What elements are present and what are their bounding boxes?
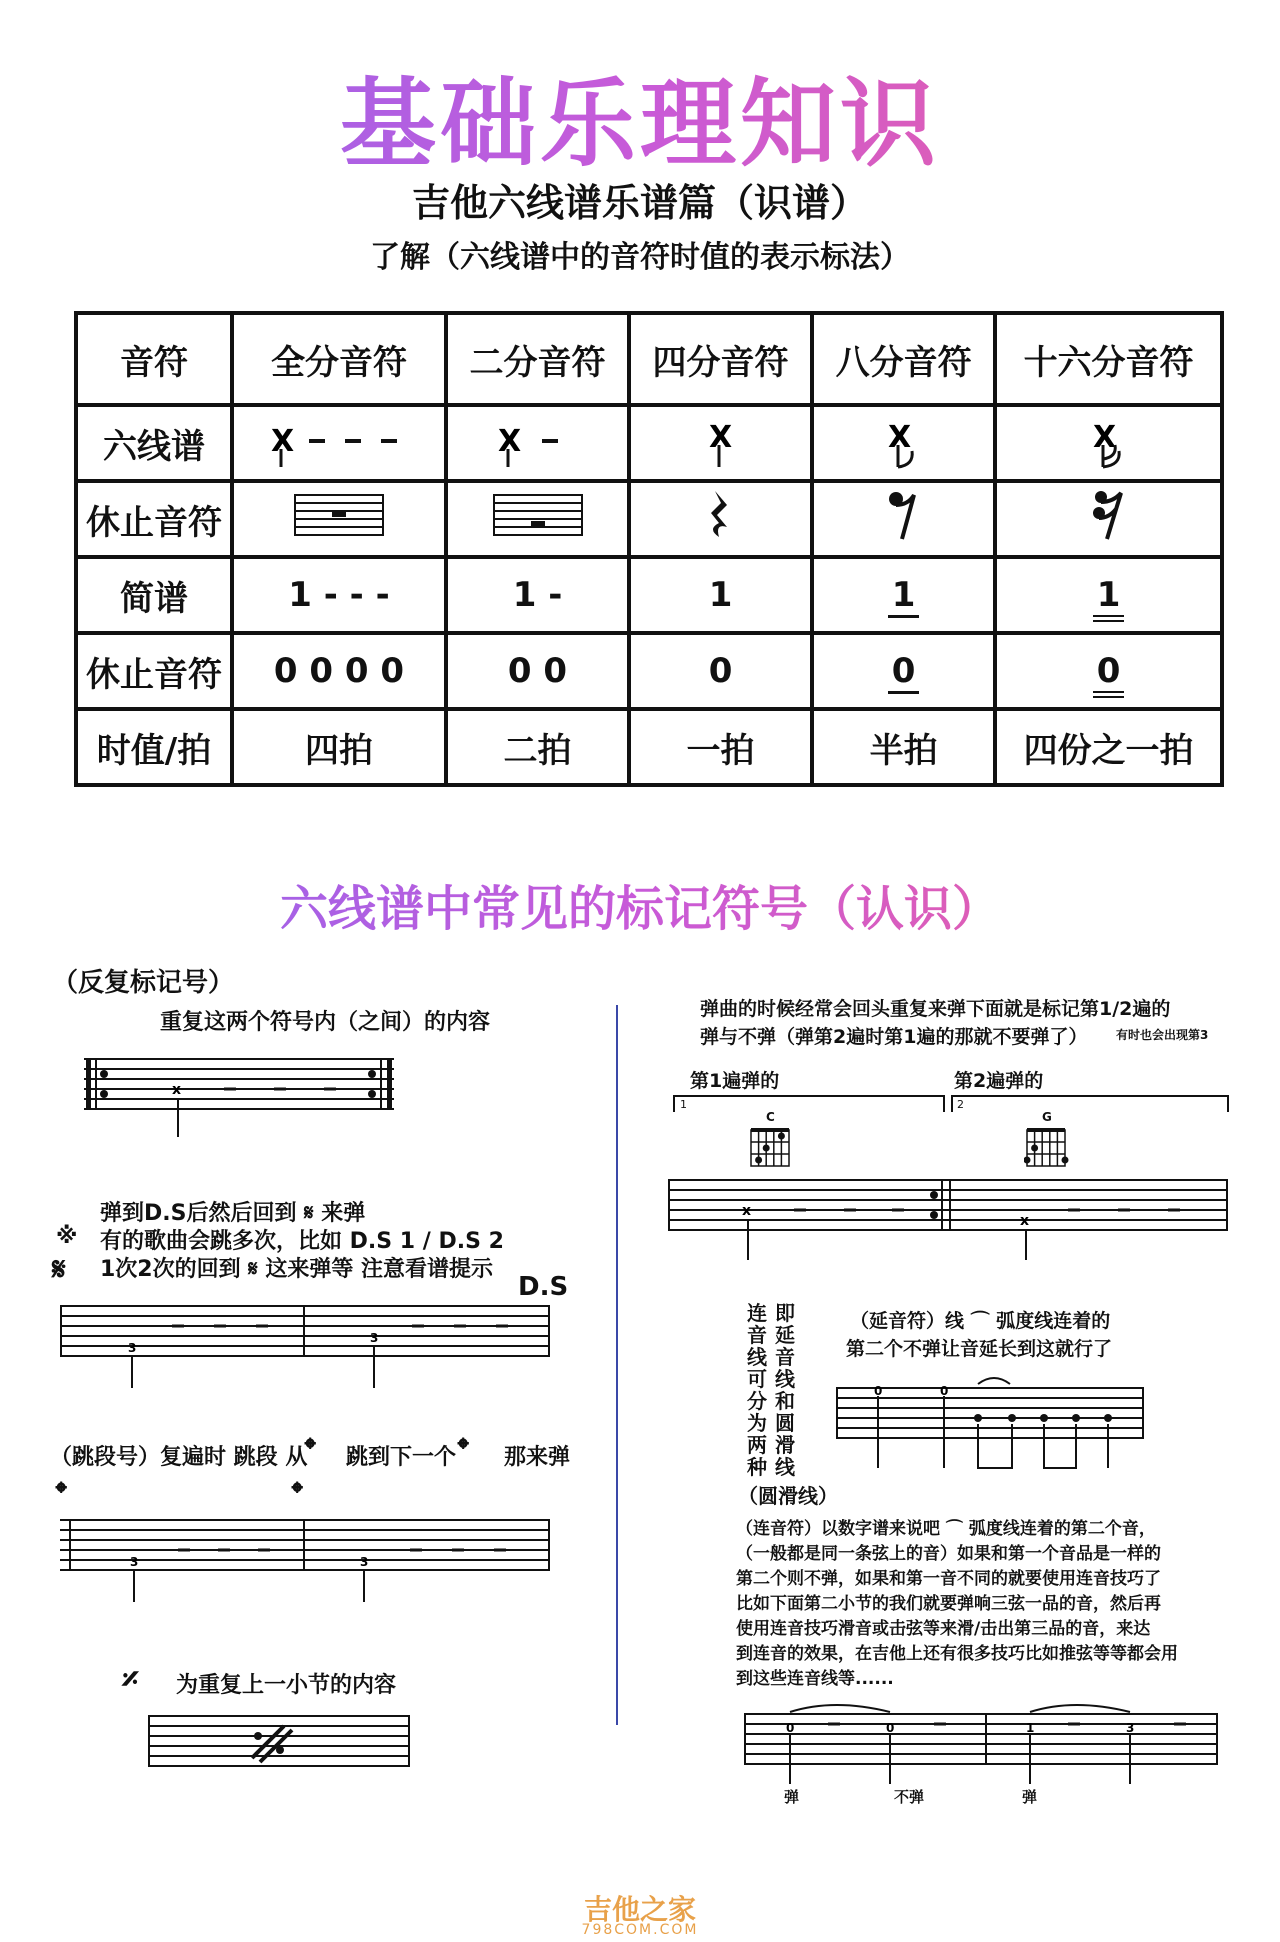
segno-icon: 𝄋 [52,1250,66,1288]
second-ending-label: 第2遍弹的 [954,1070,1044,1092]
ending-number: 1 [680,1098,687,1111]
svg-text:X: X [708,419,732,455]
svg-text:3: 3 [360,1555,369,1569]
rest-jianpu-value: 0 [1093,651,1125,698]
svg-text:3: 3 [370,1331,379,1345]
chord-diagram-c [748,1126,794,1170]
svg-text:x: x [742,1203,752,1219]
volta-line-1: 弹曲的时候经常会回头重复来弹下面就是标记第1/2遍的 [700,998,1171,1020]
slur-desc-line: 到连音的效果，在吉他上还有很多技巧比如推弦等等都会用 [736,1644,1178,1664]
footer-brand: 吉他之家 [583,1893,696,1926]
tie-vertical-text: 即延音线和圆滑线 [775,1301,795,1479]
slur-desc-line: 第二个则不弹，如果和第一音不同的就要使用连音技巧了 [736,1569,1161,1589]
slur-desc-line: 比如下面第二小节的我们就要弹响三弦一品的音，然后再 [736,1594,1161,1614]
volta-line-2-note: 有时也会出现第3 [1116,1028,1209,1042]
row-label: 休止音符 [76,633,232,709]
table-header-row [76,313,1222,405]
tab-sixteenth-note-icon [995,405,1222,481]
table-header-cell: 全分音符 [232,313,446,405]
svg-text:3: 3 [130,1555,139,1569]
tie-staff [836,1366,1152,1472]
slur-desc-line: （一般都是同一条弦上的音）如果和第一个音品是一样的 [736,1544,1161,1564]
ending-number: 2 [957,1098,964,1111]
svg-text:1: 1 [1026,1721,1035,1735]
slur-desc-line: 到这些连音线等...... [736,1669,894,1689]
volta-staff [668,1176,1234,1272]
whole-rest-icon [232,481,446,557]
tie-title: （延音符）线 ⌒ 弧度线连着的 [850,1310,1111,1332]
sixteenth-rest-icon [995,481,1222,557]
section-title: 六线谱中常见的标记符号（认识） [0,870,1280,939]
coda-icon: 𝄌 [458,1432,469,1467]
table-row [76,405,1222,481]
beat-value: 半拍 [812,709,995,785]
table-row [76,557,1222,633]
slur-desc-line: 使用连音技巧滑音或击弦等来滑/击出第三品的音，来达 [736,1619,1151,1639]
jianpu-value: 1 [888,575,920,618]
measure-repeat-staff [148,1712,418,1776]
row-label: 六线谱 [76,405,232,481]
tab-half-note-icon [446,405,629,481]
measure-repeat-text: 为重复上一小节的内容 [176,1673,397,1698]
table-header-cell: 十六分音符 [995,313,1222,405]
table-header-cell: 四分音符 [629,313,812,405]
tab-quarter-note-icon [629,405,812,481]
jianpu-value: 1 - - - [232,557,446,633]
jianpu-value: 1 [629,557,812,633]
svg-text:X: X [497,423,521,459]
table-header-cell: 音符 [76,313,232,405]
chord-name: G [1042,1110,1052,1124]
tie-desc: 第二个不弹让音延长到这就行了 [846,1338,1113,1360]
rest-jianpu-value: 0 0 [446,633,629,709]
ds-staff [60,1302,556,1392]
ds-line-2: 有的歌曲会跳多次，比如 D.S 1 / D.S 2 [100,1229,504,1254]
svg-text:0: 0 [940,1384,949,1398]
coda-icon: 𝄌 [292,1476,303,1511]
ds-line-1: 弹到D.S后然后回到 𝄋 来弹 [100,1201,366,1226]
footer-site: 798COM.COM [581,1922,699,1938]
page-subtitle: 吉他六线谱乐谱篇（识谱） [411,181,868,225]
table-row [76,633,1222,709]
coda-text-a: （跳段号）复遍时 跳段 从 [50,1445,308,1470]
jianpu-value: 1 [1093,575,1125,622]
table-header-cell: 八分音符 [812,313,995,405]
chord-diagram-g [1024,1126,1070,1170]
beat-value: 二拍 [446,709,629,785]
row-label: 时值/拍 [76,709,232,785]
row-label: 休止音符 [76,481,232,557]
rest-jianpu-value: 0 0 0 0 [232,633,446,709]
tab-eighth-note-icon [812,405,995,481]
svg-text:X: X [270,423,295,459]
slur-title: （圆滑线） [738,1484,838,1508]
svg-text:0: 0 [886,1721,895,1735]
coda-staff [60,1516,556,1606]
coda-text-c: 那来弹 [504,1445,571,1470]
repeat-desc: 重复这两个符号内（之间）的内容 [160,1010,491,1035]
volta-line-2: 弹与不弹（弹第2遍时第1遍的那就不要弹了） [700,1026,1088,1048]
slur-staff [744,1692,1224,1788]
note-value-table [74,311,1224,787]
table-row [76,481,1222,557]
jianpu-value: 1 - [446,557,629,633]
svg-text:x: x [172,1082,182,1098]
beat-value: 一拍 [629,709,812,785]
first-ending-label: 第1遍弹的 [690,1070,780,1092]
page-note: 了解（六线谱中的音符时值的表示标法） [370,240,910,275]
rest-jianpu-value: 0 [629,633,812,709]
pick-label: 弹 [784,1788,800,1806]
coda-icon: 𝄌 [305,1432,316,1467]
page-title: 基础乐理知识 [0,48,1280,185]
chord-name: C [766,1110,775,1124]
half-rest-icon [446,481,629,557]
beat-value: 四份之一拍 [995,709,1222,785]
beat-value: 四拍 [232,709,446,785]
asterisk-icon: ※ [56,1224,78,1249]
measure-repeat-icon: 𝄎 [122,1660,139,1700]
table-row [76,709,1222,785]
column-divider [616,1005,618,1725]
rest-jianpu-value: 0 [888,651,920,694]
svg-text:3: 3 [1126,1721,1135,1735]
volta-brackets [672,1092,1232,1124]
table-header-cell: 二分音符 [446,313,629,405]
svg-text:X: X [887,419,911,455]
row-label: 简谱 [76,557,232,633]
ds-line-3: 1次2次的回到 𝄋 这来弹等 注意看谱提示 [100,1257,494,1282]
pick-label: 弹 [1022,1788,1038,1806]
coda-icon: 𝄌 [56,1476,67,1511]
svg-text:3: 3 [128,1341,137,1355]
eighth-rest-icon [812,481,995,557]
tab-whole-note-icon [232,405,446,481]
svg-text:X: X [1092,419,1116,455]
repeat-staff [84,1055,404,1145]
quarter-rest-icon [629,481,812,557]
svg-text:x: x [1020,1213,1030,1229]
ds-mark: D.S [518,1272,569,1302]
tie-vertical-text: 连音线可分为两种 [747,1301,767,1479]
coda-text-b: 跳到下一个 [346,1445,457,1470]
repeat-label: （反复标记号） [52,968,235,998]
svg-text:0: 0 [786,1721,795,1735]
pick-label: 不弹 [894,1788,925,1806]
slur-desc-line: （连音符）以数字谱来说吧 ⌒ 弧度线连着的第二个音， [736,1519,1156,1539]
svg-text:0: 0 [874,1384,883,1398]
